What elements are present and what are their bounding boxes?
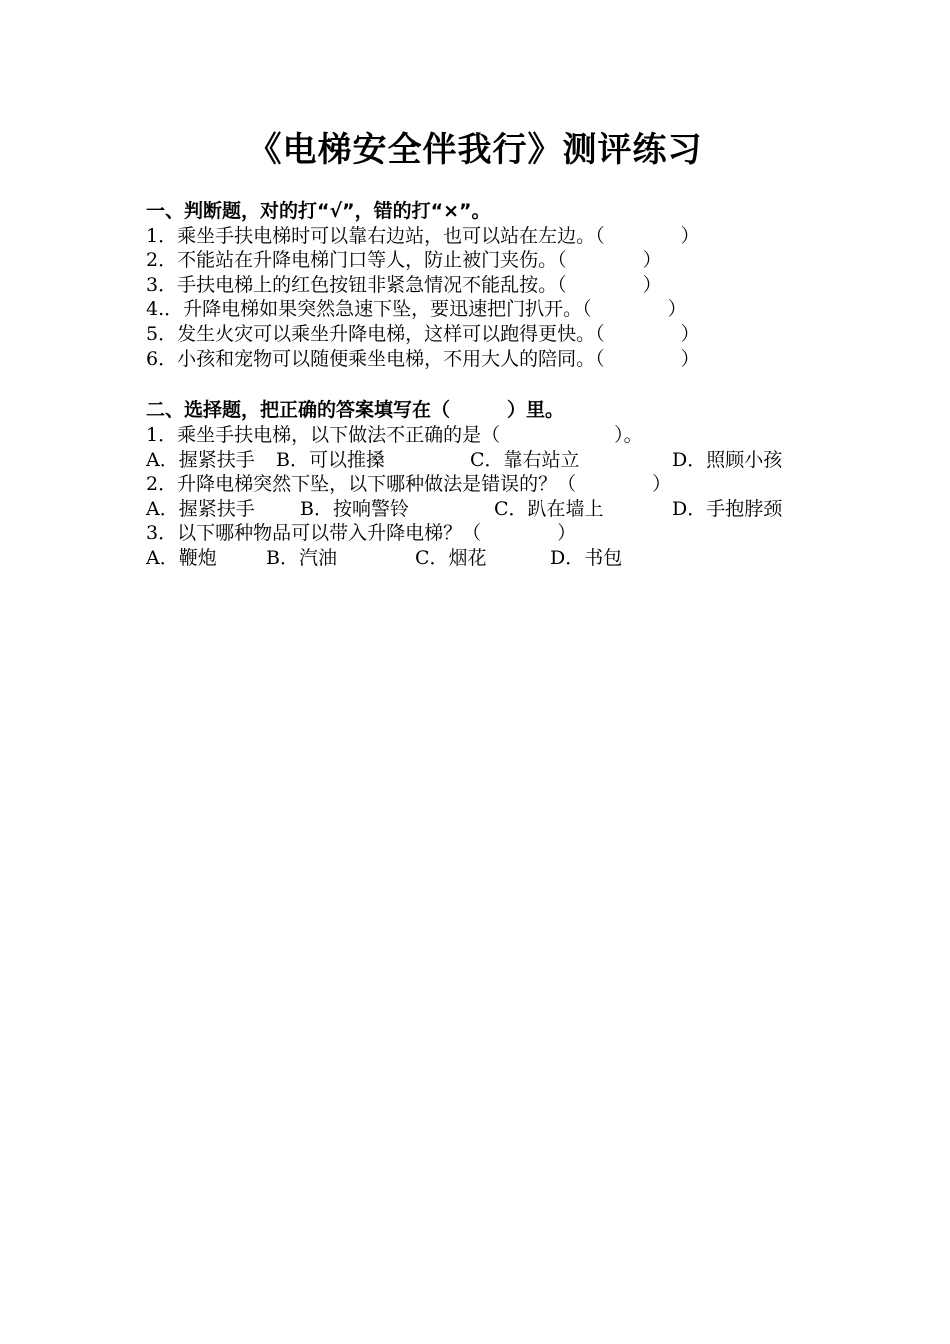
true-false-item-1: 1．乘坐手扶电梯时可以靠右边站，也可以站在左边。（ ） [146, 225, 700, 247]
true-false-item-2: 2．不能站在升降电梯门口等人，防止被门夹伤。（ ） [146, 249, 662, 271]
choice-q3-option-c: C．烟花 [415, 547, 487, 569]
true-false-item-6: 6．小孩和宠物可以随便乘坐电梯，不用大人的陪同。（ ） [146, 348, 700, 370]
choice-q1-option-a: A．握紧扶手 [146, 449, 255, 471]
true-false-item-5: 5．发生火灾可以乘坐升降电梯，这样可以跑得更快。（ ） [146, 323, 700, 345]
choice-question-3: 3．以下哪种物品可以带入升降电梯？（ ） [146, 522, 577, 544]
choice-q3-option-d: D．书包 [550, 547, 623, 569]
choice-q1-option-d: D．照顾小孩 [672, 449, 783, 471]
document-title: 《电梯安全伴我行》测评练习 [247, 130, 703, 170]
choice-q3-option-a: A．鞭炮 [146, 547, 217, 569]
choice-q1-option-b: B．可以推搡 [276, 449, 385, 471]
choice-q1-option-c: C．靠右站立 [470, 449, 580, 471]
true-false-item-4: 4.．升降电梯如果突然急速下坠，要迅速把门扒开。（ ） [146, 298, 687, 320]
true-false-item-3: 3．手扶电梯上的红色按钮非紧急情况不能乱按。（ ） [146, 274, 662, 296]
choice-q2-option-c: C．趴在墙上 [494, 498, 604, 520]
choice-q3-option-b: B．汽油 [266, 547, 337, 569]
choice-q2-option-a: A．握紧扶手 [146, 498, 255, 520]
choice-question-2: 2．升降电梯突然下坠，以下哪种做法是错误的？（ ） [146, 473, 672, 495]
choice-q2-option-b: B．按响警铃 [300, 498, 409, 520]
section1-heading: 一、判断题，对的打“√”，错的打“×”。 [146, 200, 491, 222]
section2-heading: 二、选择题，把正确的答案填写在（ ）里。 [146, 399, 565, 421]
choice-question-1: 1．乘坐手扶电梯，以下做法不正确的是（ ）。 [146, 424, 643, 446]
choice-q2-option-d: D．手抱脖颈 [672, 498, 783, 520]
